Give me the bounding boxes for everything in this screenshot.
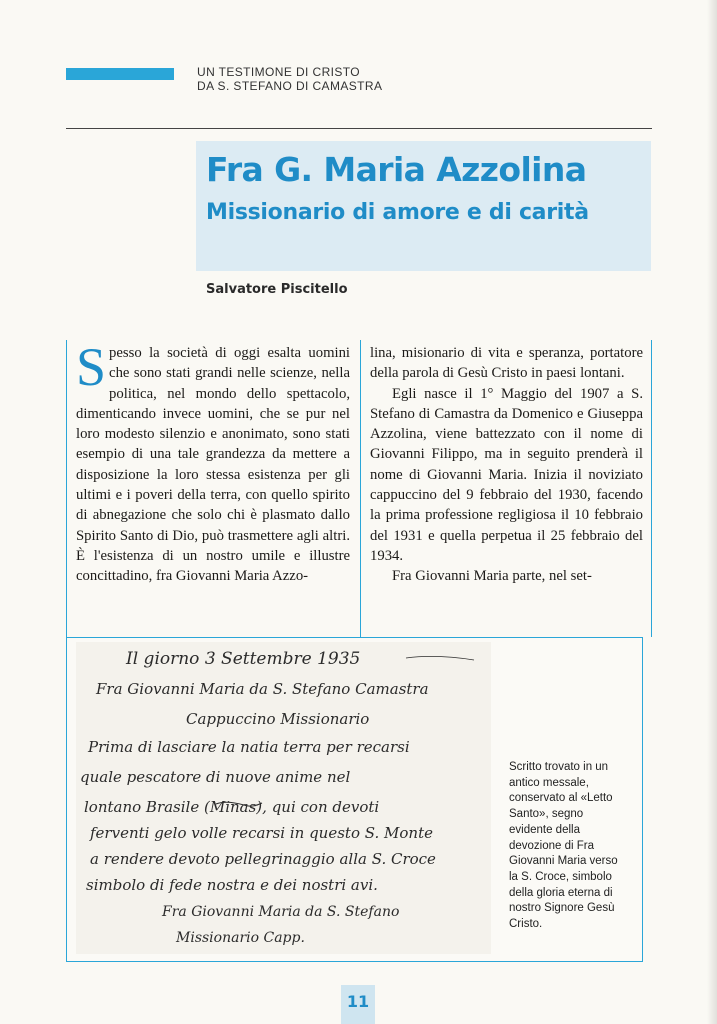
- paragraph-text: pesso la società di oggi esalta uomini che sono stati grandi nelle scienze, nella politica, nel mondo dello spettacolo, dimenticando invece uomini, che se pur nel loro modesto silenzio e anonimato, sono stati esempio di una tale grandezza da mettere a disposizione la loro stessa esistenza per gli ultimi e i poveri della terra, con quello spirito di abnegazione che solo chi è plasmato dallo Spirito Santo di Dio, può trasmettere agli altri. È l'esistenza di un nostro umile e illustre concittadino, fra Giovanni Maria Azzo-: [76, 345, 350, 585]
- manuscript-line: quale pescatore di nuove anime nel: [80, 768, 351, 786]
- manuscript-line: ferventi gelo volle recarsi in questo S. Monte: [90, 824, 433, 842]
- drop-cap: S: [76, 337, 107, 397]
- manuscript-line: lontano Brasile (Minas), qui con devoti: [84, 798, 380, 816]
- manuscript-line: Fra Giovanni Maria da S. Stefano: [162, 904, 400, 920]
- flourish-stroke: [406, 656, 474, 660]
- column-rule-middle: [360, 340, 361, 637]
- paragraph: Egli nasce il 1° Maggio del 1907 a S. Stefano di Camastra da Domenico e Giuseppa Azzolina, viene battezzato con il nome di Giovanni Filippo, ma in seguito prenderà il nome di Giovanni Maria. Inizia il noviziato cappuccino del 9 febbraio del 1930, facendo la prima professione regligiosa il 10 febbraio del 1931 e quella perpetua il 25 febbraio del 1934.: [370, 385, 643, 564]
- header-divider: [66, 128, 652, 129]
- handwritten-manuscript: [76, 642, 491, 954]
- manuscript-line: Prima di lasciare la natia terra per recarsi: [88, 738, 410, 756]
- paragraph: [76, 337, 350, 587]
- running-head-line-1: UN TESTIMONE DI CRISTO: [197, 65, 361, 79]
- article-column-2: [370, 343, 643, 587]
- page-number: 11: [346, 992, 370, 1011]
- running-head: [197, 65, 382, 93]
- article-author: Salvatore Piscitello: [206, 282, 348, 297]
- article-column-1: [76, 337, 350, 587]
- column-rule-right: [651, 340, 652, 637]
- manuscript-line: simbolo di fede nostra e dei nostri avi.: [86, 876, 378, 894]
- figure-caption: Scritto trovato in un antico messale, conservato al «Letto Santo», segno evidente della devozione di Fra Giovanni Maria verso la S. Croce, simbolo della gloria eterna di nostro Signore Gesù Cristo.: [509, 761, 618, 931]
- manuscript-line: Fra Giovanni Maria da S. Stefano Camastra: [96, 680, 429, 698]
- article-title: Fra G. Maria Azzolina: [206, 150, 587, 189]
- manuscript-line: Cappuccino Missionario: [186, 710, 370, 728]
- header-accent-bar: [66, 68, 174, 80]
- manuscript-line: Il giorno 3 Settembre 1935: [126, 649, 361, 669]
- running-head-line-2: DA S. STEFANO DI CAMASTRA: [197, 79, 383, 93]
- manuscript-line: Missionario Capp.: [176, 930, 305, 946]
- page-edge-shadow: [707, 0, 717, 1024]
- manuscript-drawing: [76, 642, 491, 954]
- column-rule-left: [66, 340, 67, 637]
- paragraph: Fra Giovanni Maria parte, nel set-: [392, 568, 592, 585]
- article-subtitle: Missionario di amore e di carità: [206, 200, 589, 225]
- manuscript-line: a rendere devoto pellegrinaggio alla S. Croce: [90, 850, 436, 868]
- paragraph: lina, misionario di vita e speranza, portatore della parola di Gesù Cristo in paesi lontani.: [370, 345, 643, 382]
